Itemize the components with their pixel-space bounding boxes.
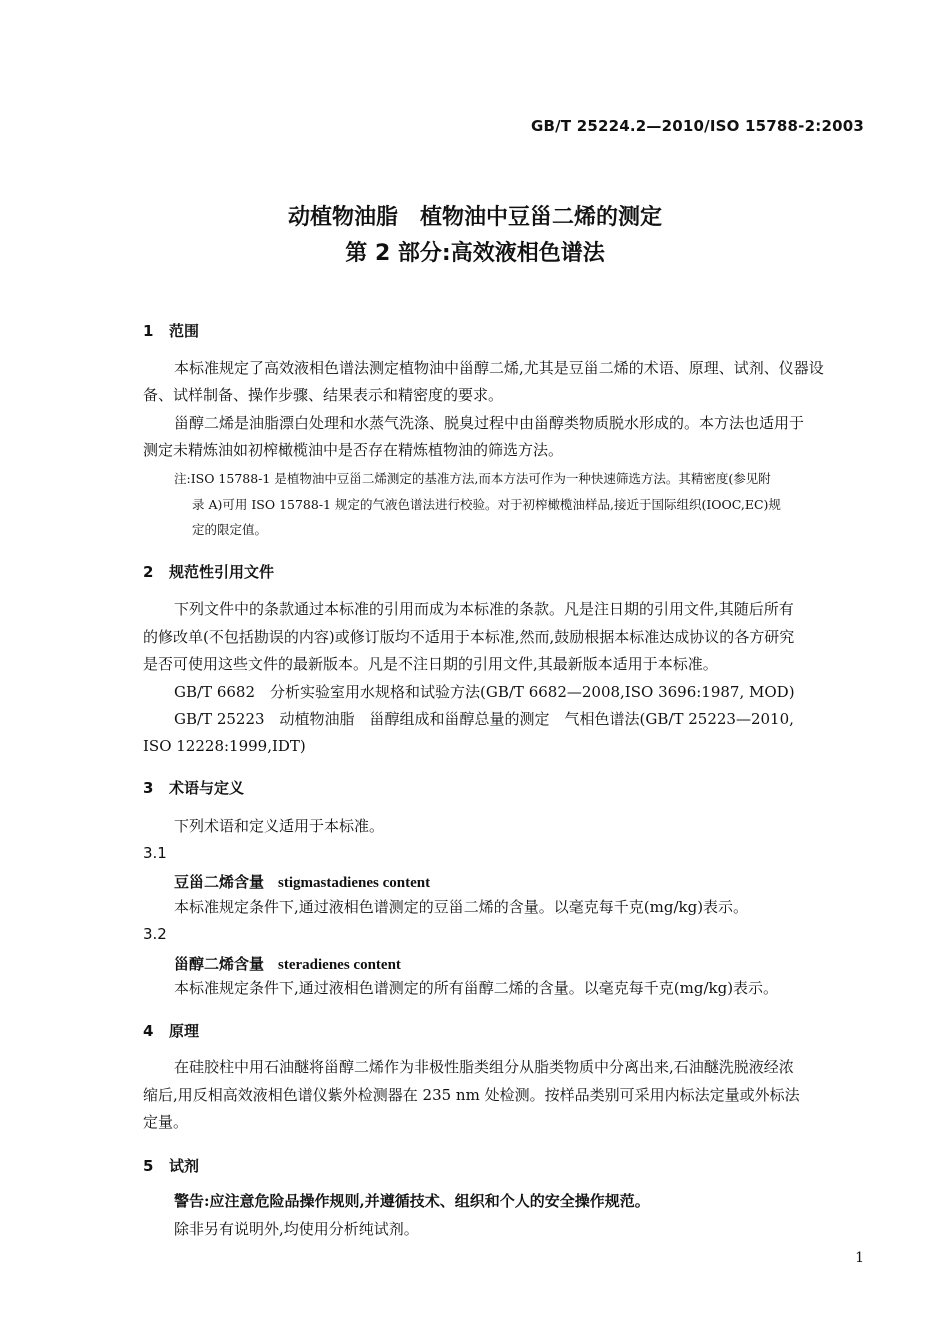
section-3-heading: [143, 777, 244, 798]
reference-item: GB/T 25223 动植物油脂 甾醇组成和甾醇总量的测定 气相色谱法(GB/T 25223—2010,: [174, 710, 794, 728]
document-title: 动植物油脂 植物油中豆甾二烯的测定: [287, 205, 662, 230]
section-number: 2: [143, 563, 154, 581]
page-number: 1: [855, 1250, 864, 1266]
section-1-heading: [143, 320, 199, 341]
section-number: 1: [143, 322, 154, 340]
term-zh: 豆甾二烯含量: [174, 873, 265, 891]
paragraph-line: 的修改单(不包括勘误的内容)或修订版均不适用于本标准,然而,鼓励根据本标准达成协议的各方研究: [143, 628, 795, 646]
section-title: 范围: [169, 322, 200, 340]
reference-item: GB/T 6682 分析实验室用水规格和试验方法(GB/T 6682—2008,ISO 3696:1987, MOD): [174, 683, 795, 701]
section-title: 术语与定义: [169, 779, 245, 797]
section-title: 原理: [169, 1022, 200, 1040]
paragraph-line: 备、试样制备、操作步骤、结果表示和精密度的要求。: [143, 386, 504, 404]
note-line: 录 A)可用 ISO 15788-1 规定的气液色谱法进行校验。对于初榨橄榄油样品,接近于国际组织(IOOC,EC)规: [192, 496, 781, 512]
term-definition: 本标准规定条件下,通过液相色谱测定的豆甾二烯的含量。以毫克每千克(mg/kg)表示。: [174, 898, 749, 916]
section-number: 5: [143, 1157, 154, 1175]
paragraph-line: 除非另有说明外,均使用分析纯试剂。: [174, 1220, 419, 1238]
term-number: 3.2: [143, 925, 167, 943]
paragraph-line: 定量。: [143, 1113, 189, 1131]
standard-number: GB/T 25224.2—2010/ISO 15788-2:2003: [531, 117, 864, 135]
term-en: stigmastadienes content: [278, 875, 431, 891]
paragraph-line: 是否可使用这些文件的最新版本。凡是不注日期的引用文件,其最新版本适用于本标准。: [143, 655, 718, 673]
section-title: 试剂: [169, 1157, 200, 1175]
paragraph-line: 甾醇二烯是油脂漂白处理和水蒸气洗涤、脱臭过程中由甾醇类物质脱水形成的。本方法也适用于: [174, 414, 805, 432]
term-title: [174, 953, 401, 974]
section-2-heading: [143, 561, 274, 582]
paragraph-line: 下列文件中的条款通过本标准的引用而成为本标准的条款。凡是注日期的引用文件,其随后所有: [174, 600, 794, 618]
term-title: [174, 871, 430, 892]
paragraph-line: 下列术语和定义适用于本标准。: [174, 817, 385, 835]
paragraph-line: 缩后,用反相高效液相色谱仪紫外检测器在 235 nm 处检测。按样品类别可采用内标法定量或外标法: [143, 1086, 800, 1104]
note-line: 定的限定值。: [192, 522, 268, 537]
note: [174, 466, 878, 543]
section-title: 规范性引用文件: [169, 563, 275, 581]
term-number: 3.1: [143, 844, 167, 862]
paragraph-line: 测定未精炼油如初榨橄榄油中是否存在精炼植物油的筛选方法。: [143, 441, 564, 459]
note-line: 注:ISO 15788-1 是植物油中豆甾二烯测定的基准方法,而本方法可作为一种快速筛选方法。其精密度(参见附: [174, 471, 771, 486]
paragraph-line: 在硅胶柱中用石油醚将甾醇二烯作为非极性脂类组分从脂类物质中分离出来,石油醚洗脱液经浓: [174, 1058, 794, 1076]
term-definition: 本标准规定条件下,通过液相色谱测定的所有甾醇二烯的含量。以毫克每千克(mg/kg)表示。: [174, 979, 779, 997]
section-number: 3: [143, 779, 154, 797]
term-en: steradienes content: [278, 957, 401, 973]
paragraph-line: 本标准规定了高效液相色谱法测定植物油中甾醇二烯,尤其是豆甾二烯的术语、原理、试剂、仪器设: [174, 359, 824, 377]
reference-item-cont: ISO 12228:1999,IDT): [143, 737, 306, 755]
document-subtitle: 第 2 部分:高效液相色谱法: [345, 241, 605, 266]
warning-text: 警告:应注意危险品操作规则,并遵循技术、组织和个人的安全操作规范。: [174, 1192, 650, 1210]
term-zh: 甾醇二烯含量: [174, 955, 265, 973]
section-number: 4: [143, 1022, 154, 1040]
section-4-heading: [143, 1020, 199, 1041]
section-5-heading: [143, 1155, 199, 1176]
